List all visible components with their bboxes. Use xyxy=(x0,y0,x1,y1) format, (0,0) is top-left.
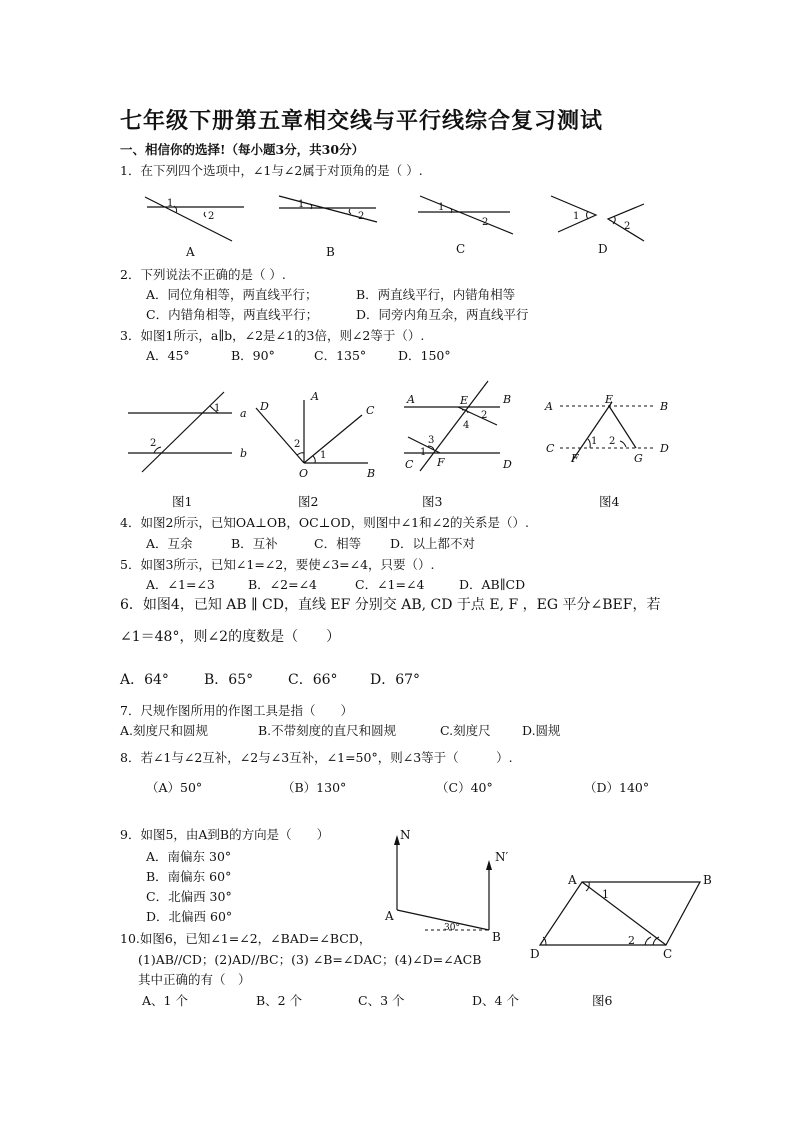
q7-option-c: C.刻度尺 xyxy=(440,723,491,738)
fig1-angle1: 1 xyxy=(214,403,221,414)
fig1-angle2: 2 xyxy=(150,438,157,449)
fig5-B: B xyxy=(492,930,501,944)
fig4-B: B xyxy=(660,400,669,413)
q1-label-b: B xyxy=(326,245,335,259)
fig2-O: O xyxy=(299,467,309,480)
q1-label-d: D xyxy=(598,242,608,256)
q10-option-d: D、4 个 xyxy=(472,993,519,1008)
fig4-caption: 图4 xyxy=(599,494,620,509)
fig3-angle1: 1 xyxy=(420,447,427,458)
question-7: 7．尺规作图所用的作图工具是指（ ） xyxy=(120,703,353,718)
q1-label-a: A xyxy=(186,245,195,259)
fig3-C: C xyxy=(405,458,414,471)
q7-option-d: D.圆规 xyxy=(522,723,561,738)
fig4-G: G xyxy=(634,452,643,465)
question-1: 1．在下列四个选项中，∠1与∠2属于对顶角的是（ ）. xyxy=(120,163,423,178)
q10-option-a: A、1 个 xyxy=(142,993,188,1008)
fig4-angle1: 1 xyxy=(591,436,598,447)
q1c-angle2: 2 xyxy=(482,217,489,228)
fig2-angle2: 2 xyxy=(294,439,301,450)
fig3-A: A xyxy=(407,393,415,406)
fig6-B: B xyxy=(703,873,712,887)
q1-label-c: C xyxy=(456,242,466,256)
fig5-N: N xyxy=(400,828,411,842)
q4-option-d: D．以上都不对 xyxy=(390,536,476,551)
q4-option-c: C．相等 xyxy=(314,536,362,551)
fig2-B: B xyxy=(367,467,376,480)
q1a-angle1: 1 xyxy=(167,198,174,209)
q5-option-d: D．AB∥CD xyxy=(459,577,526,592)
q6-option-b: B．65° xyxy=(204,672,254,688)
fig3-angle4: 4 xyxy=(463,420,470,431)
question-4: 4．如图2所示，已知OA⊥OB，OC⊥OD，则图中∠1和∠2的关系是（）. xyxy=(120,515,530,530)
q7-option-b: B.不带刻度的直尺和圆规 xyxy=(258,723,397,738)
q9-option-c: C．北偏西 30° xyxy=(146,889,232,904)
q1-figure-c xyxy=(418,196,513,256)
fig2-angle1: 1 xyxy=(320,450,327,461)
question-2: 2．下列说法不正确的是（ ）. xyxy=(120,267,286,282)
q7-option-a: A.刻度尺和圆规 xyxy=(120,723,209,738)
fig5-angle: 30° xyxy=(444,923,460,933)
fig4-A: A xyxy=(545,400,553,413)
fig6-A: A xyxy=(568,873,577,887)
q2-option-b: B．两直线平行，内错角相等 xyxy=(356,287,516,302)
fig3-E: E xyxy=(460,394,469,407)
fig5-N-prime: N′ xyxy=(495,850,509,864)
fig3-F: F xyxy=(437,456,445,469)
fig1-caption: 图1 xyxy=(172,494,193,509)
q2-option-c: C．内错角相等，两直线平行； xyxy=(146,307,319,322)
q6-option-d: D．67° xyxy=(370,672,421,688)
q3-option-a: A．45° xyxy=(146,348,190,363)
fig6-angle2: 2 xyxy=(628,934,635,947)
q2-option-a: A．同位角相等，两直线平行； xyxy=(146,287,318,302)
fig4-F: F xyxy=(571,452,579,465)
question-3: 3．如图1所示，a∥b，∠2是∠1的3倍，则∠2等于（）. xyxy=(120,328,425,343)
fig4-E: E xyxy=(605,393,614,406)
fig3-B: B xyxy=(503,393,512,406)
q2-option-d: D．同旁内角互余，两直线平行 xyxy=(356,307,529,322)
q8-option-a: （A）50° xyxy=(146,780,203,795)
fig6-D: D xyxy=(530,947,540,961)
fig2-D: D xyxy=(260,400,269,413)
q5-option-c: C．∠1=∠4 xyxy=(355,577,425,592)
q1a-angle2: 2 xyxy=(208,211,215,222)
q1b-angle1: 1 xyxy=(298,199,305,210)
q1-figure-d xyxy=(551,196,644,256)
fig6-caption: 图6 xyxy=(592,993,613,1008)
fig2-caption: 图2 xyxy=(298,494,319,509)
q1c-angle1: 1 xyxy=(438,202,445,213)
fig1-line-a: a xyxy=(240,407,247,420)
q10-option-b: B、2 个 xyxy=(256,993,303,1008)
q1d-angle1: 1 xyxy=(573,211,580,222)
fig3-caption: 图3 xyxy=(422,494,443,509)
q10-statements: (1)AB//CD；(2)AD//BC；(3) ∠B=∠DAC；(4)∠D=∠ACB xyxy=(138,952,482,967)
q6-option-c: C．66° xyxy=(288,672,338,688)
q8-option-b: （B）130° xyxy=(282,780,347,795)
question-9: 9．如图5，由A到B的方向是（ ） xyxy=(120,827,330,842)
q10-prompt: 其中正确的有（ ） xyxy=(138,972,251,987)
fig4-angle2: 2 xyxy=(609,436,616,447)
fig2-C: C xyxy=(366,404,375,417)
q3-option-c: C．135° xyxy=(314,348,367,363)
fig5-A: A xyxy=(385,909,394,923)
q3-option-b: B．90° xyxy=(231,348,275,363)
question-6-line2: ∠1＝48°，则∠2的度数是（ ） xyxy=(120,629,341,645)
q8-option-c: （C）40° xyxy=(436,780,493,795)
figure-2 xyxy=(256,390,375,480)
q5-option-a: A．∠1=∠3 xyxy=(146,577,215,592)
q10-option-c: C、3 个 xyxy=(358,993,405,1008)
section-heading: 一、相信你的选择!（每小题3分，共30分） xyxy=(120,142,365,157)
q8-option-d: （D）140° xyxy=(584,780,650,795)
q9-option-b: B．南偏东 60° xyxy=(146,869,232,884)
fig3-D: D xyxy=(503,458,512,471)
q9-option-d: D．北偏西 60° xyxy=(146,909,233,924)
question-8: 8．若∠1与∠2互补，∠2与∠3互补，∠1=50°，则∠3等于（ ）. xyxy=(120,750,513,765)
fig2-A: A xyxy=(311,390,319,403)
question-6-line1: 6．如图4，已知 AB ∥ CD，直线 EF 分别交 AB, CD 于点 E, F ，EG 平分∠BEF，若 xyxy=(120,597,661,613)
q6-option-a: A．64° xyxy=(120,672,169,688)
fig3-angle2: 2 xyxy=(481,410,488,421)
q5-option-b: B．∠2=∠4 xyxy=(248,577,318,592)
figure-3 xyxy=(404,381,512,471)
fig6-angle1: 1 xyxy=(602,888,609,901)
q1-figure-b xyxy=(279,196,377,259)
q1b-angle2: 2 xyxy=(358,211,365,222)
question-5: 5．如图3所示，已知∠1=∠2，要使∠3=∠4，只要（）. xyxy=(120,557,435,572)
q4-option-a: A．互余 xyxy=(146,536,193,551)
figure-4 xyxy=(544,393,669,465)
q1d-angle2: 2 xyxy=(624,221,631,232)
fig6-C: C xyxy=(663,947,673,961)
fig1-line-b: b xyxy=(240,447,248,460)
fig3-angle3: 3 xyxy=(428,435,435,446)
question-10: 10.如图6，已知∠1=∠2，∠BAD=∠BCD， xyxy=(120,931,372,946)
page-title: 七年级下册第五章相交线与平行线综合复习测试 xyxy=(120,108,604,134)
q9-option-a: A．南偏东 30° xyxy=(146,849,232,864)
figure-1 xyxy=(128,392,247,472)
fig4-D: D xyxy=(660,442,669,455)
fig4-C: C xyxy=(546,442,555,455)
q1-figure-a xyxy=(145,197,244,259)
q4-option-b: B．互补 xyxy=(231,536,278,551)
q3-option-d: D．150° xyxy=(398,348,451,363)
